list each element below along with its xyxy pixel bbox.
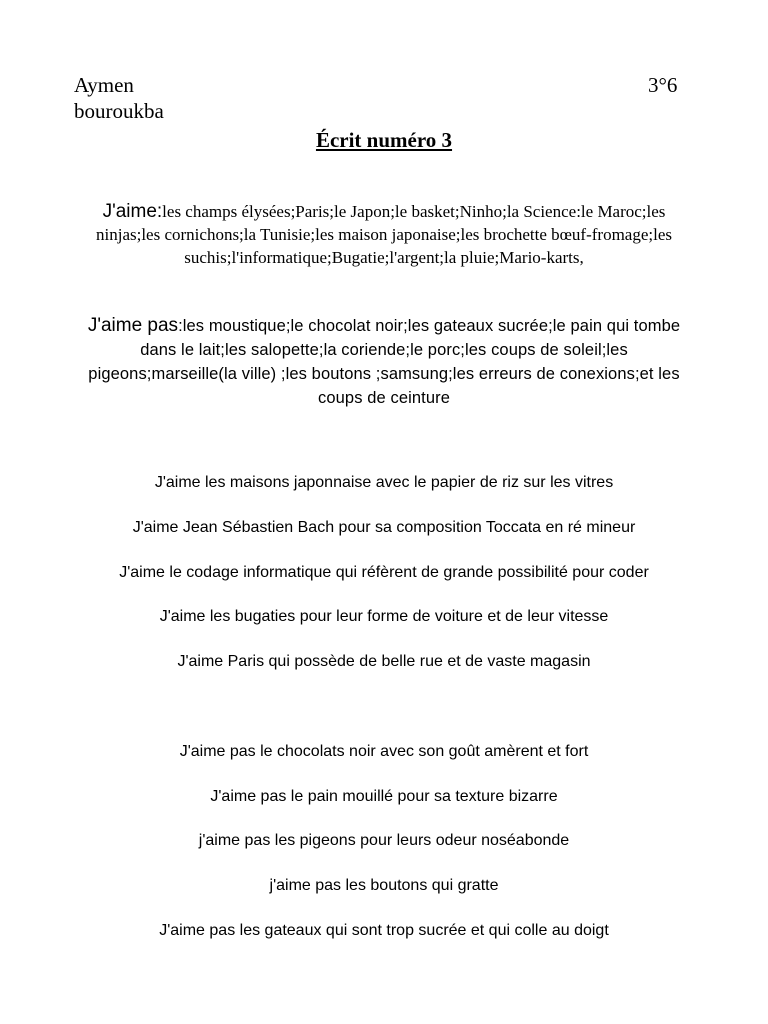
likes-lead: J'aime: [102,201,163,222]
dislikes-text: :les moustique;le chocolat noir;les gateaux sucrée;le pain qui tombe dans le lait;les salopette;la coriende;le porc;les coups de soleil;les pigeons;marseille(la ville) ;les boutons ;samsung;les erreurs de conexions;et les coups de ceinture [88,317,681,407]
author-last-name: bouroukba [74,99,164,123]
dislikes-paragraph [78,314,690,410]
class-label: 3°6 [648,73,678,97]
author-first-name: Aymen [74,73,134,97]
like-sentence: J'aime les bugaties pour leur forme de voiture et de leur vitesse [159,608,609,625]
like-sentence: J'aime Jean Sébastien Bach pour sa composition Toccata en ré mineur [132,519,636,536]
dislike-sentence: j'aime pas les boutons qui gratte [269,877,499,894]
dislikes-lead: J'aime pas [87,315,179,336]
document-title: Écrit numéro 3 [315,128,453,152]
dislike-sentence: j'aime pas les pigeons pour leurs odeur noséabonde [198,832,570,849]
likes-paragraph [78,200,690,269]
like-sentence: J'aime le codage informatique qui réfèrent de grande possibilité pour coder [119,564,649,581]
likes-text: les champs élysées;Paris;le Japon;le basket;Ninho;la Science:le Maroc;les ninjas;les cornichons;la Tunisie;les maison japonaise;les brochette bœuf-fromage;les suchis;l'informatique;Bugatie;l'argent;la pluie;Mario-karts, [96,202,672,267]
dislike-sentence: J'aime pas les gateaux qui sont trop sucrée et qui colle au doigt [159,922,609,939]
dislike-sentence: J'aime pas le pain mouillé pour sa texture bizarre [210,788,558,805]
author-name [74,72,234,124]
dislike-sentence: J'aime pas le chocolats noir avec son goût amèrent et fort [179,743,589,760]
like-sentence: J'aime les maisons japonnaise avec le papier de riz sur les vitres [154,474,614,491]
like-sentence: J'aime Paris qui possède de belle rue et de vaste magasin [177,653,591,670]
